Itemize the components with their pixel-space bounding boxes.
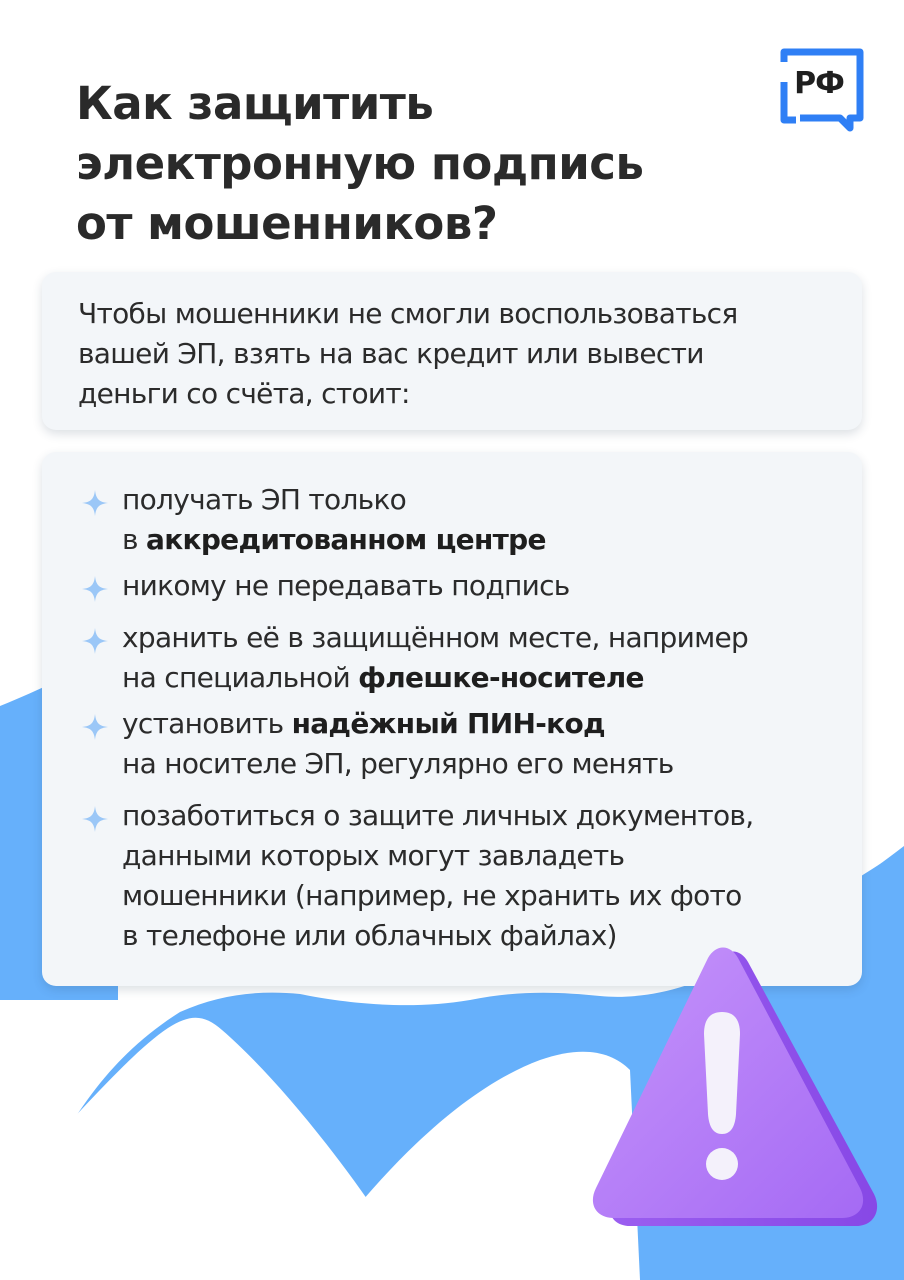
four-point-star-icon: [82, 628, 108, 654]
intro-text: Чтобы мошенники не смогли воспользоваться вашей ЭП, взять на вас кредит или вывести деньги со счёта, стоит:: [78, 297, 738, 410]
list-item-emphasis: надёжный ПИН-код: [291, 707, 605, 740]
list-item-text: хранить её в защищённом месте, например: [122, 621, 749, 654]
list-item-text: на специальной: [122, 661, 359, 694]
list-item-text: в телефоне или облачных файлах): [122, 919, 617, 952]
four-point-star-icon: [82, 576, 108, 602]
four-point-star-icon: [82, 806, 108, 832]
intro-card: [42, 272, 862, 430]
four-point-star-icon: [82, 490, 108, 516]
four-point-star-icon: [82, 714, 108, 740]
list-item-text: данными которых могут завладеть: [122, 839, 625, 872]
logo-text: РФ: [794, 66, 844, 101]
list-item: [76, 618, 836, 698]
recommendations-card: [42, 452, 862, 986]
recommendations-list: [42, 452, 862, 986]
page-title: Как защитить электронную подпись от мошенников?: [76, 77, 644, 250]
exclamation-warning-triangle-icon: [590, 944, 890, 1244]
list-item-text: установить: [122, 707, 292, 740]
list-item-text: в: [122, 523, 147, 556]
list-item-text: позаботиться о защите личных документов,: [122, 799, 754, 832]
list-item-emphasis: аккредитованном центре: [146, 523, 546, 556]
list-item: [76, 480, 836, 560]
list-item-text: мошенники (например, не хранить их фото: [122, 879, 742, 912]
list-item-text: никому не передавать подпись: [122, 569, 570, 602]
list-item-text: на носителе ЭП, регулярно его менять: [122, 747, 674, 780]
list-item-text: получать ЭП только: [122, 483, 407, 516]
list-item-emphasis: флешке-носителе: [358, 661, 644, 694]
list-item: [76, 704, 836, 784]
list-item: [76, 796, 836, 956]
list-item: [76, 566, 836, 606]
